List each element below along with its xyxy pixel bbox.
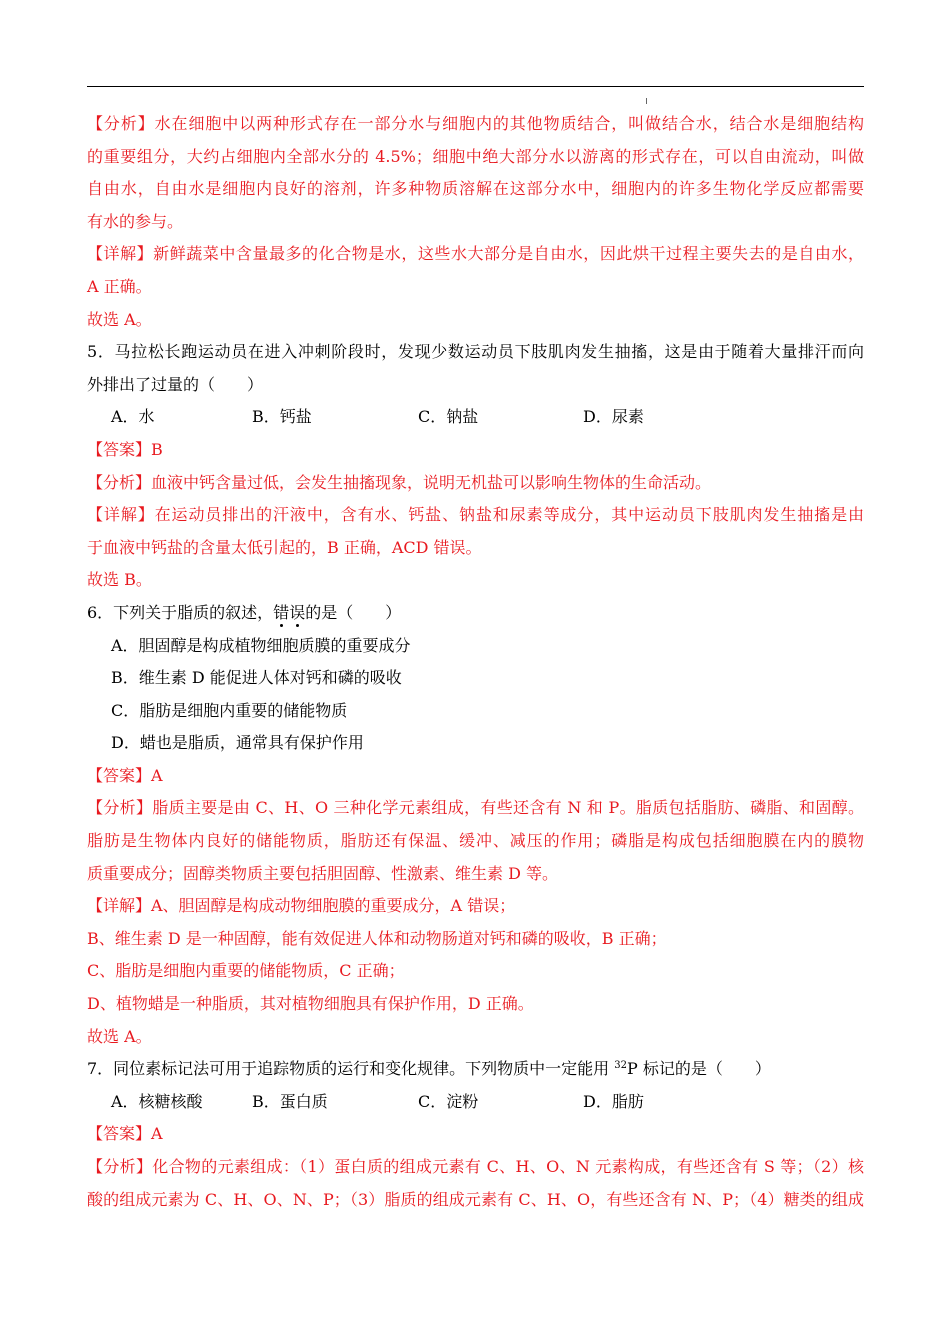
q5-option-a: A．水 — [111, 407, 155, 427]
q4-analysis-line-2: 的重要组分，大约占细胞内全部水分的 4.5%；细胞中绝大部分水以游离的形式存在，可以自由流动，叫做 — [87, 146, 864, 166]
q6-stem-post: 的是（ ） — [305, 602, 402, 622]
header-rule — [87, 86, 864, 87]
q5-stem-line-1: 5．马拉松长跑运动员在进入冲刺阶段时，发现少数运动员下肢肌肉发生抽搐，这是由于随着大量排汗而向 — [87, 342, 864, 362]
q4-analysis-line-3: 自由水，自由水是细胞内良好的溶剂，许多种物质溶解在这部分水中，细胞内的许多生物化学反应都需要 — [87, 179, 864, 199]
q5-options — [87, 401, 864, 434]
q7-option-b: B．蛋白质 — [252, 1091, 328, 1111]
q6-answer: 【答案】A — [87, 765, 163, 785]
q6-detail-line-2: B、维生素 D 是一种固醇，能有效促进人体和动物肠道对钙和磷的吸收，B 正确； — [87, 928, 667, 948]
q5-analysis: 【分析】血液中钙含量过低，会发生抽搐现象，说明无机盐可以影响生物体的生命活动。 — [87, 472, 712, 492]
q6-option-b: B．维生素 D 能促进人体对钙和磷的吸收 — [111, 668, 402, 688]
q7-option-c: C．淀粉 — [418, 1091, 479, 1111]
q6-option-a: A．胆固醇是构成植物细胞质膜的重要成分 — [111, 635, 411, 655]
q5-detail-line-2: 于血液中钙盐的含量太低引起的，B 正确，ACD 错误。 — [87, 537, 482, 557]
document-page — [87, 108, 864, 1216]
q7-analysis-line-1: 【分析】化合物的元素组成：（1）蛋白质的组成元素有 C、H、O、N 元素构成，有些还含有 S 等；（2）核 — [87, 1157, 864, 1176]
q6-analysis-line-2: 脂肪是生物体内良好的储能物质，脂肪还有保温、缓冲、减压的作用；磷脂是构成包括细胞膜在内的膜物 — [87, 831, 864, 851]
q6-analysis-line-1: 【分析】脂质主要是由 C、H、O 三种化学元素组成，有些还含有 N 和 P。脂质包括脂肪、磷脂、和固醇。 — [87, 798, 864, 818]
q6-stem-emphasis-1: 错 — [273, 597, 289, 630]
q7-stem-isotope-mass: 32 — [614, 1060, 628, 1072]
q5-option-d: D．尿素 — [583, 407, 644, 427]
q5-choose: 故选 B。 — [87, 570, 152, 590]
q6-choose: 故选 A。 — [87, 1026, 152, 1046]
q6-stem-emphasis-2: 误 — [289, 597, 305, 630]
q4-analysis-line-4: 有水的参与。 — [87, 211, 184, 231]
q4-detail-line-2: A 正确。 — [87, 276, 152, 296]
q6-detail-line-1: 【详解】A、胆固醇是构成动物细胞膜的重要成分，A 错误； — [87, 896, 516, 916]
q7-analysis-line-2: 酸的组成元素为 C、H、O、N、P；（3）脂质的组成元素有 C、H、O，有些还含有 N、P；（4）糖类的组成 — [87, 1189, 864, 1209]
q6-option-d: D．蜡也是脂质，通常具有保护作用 — [111, 733, 364, 753]
q5-detail-line-1: 【详解】在运动员排出的汗液中，含有水、钙盐、钠盐和尿素等成分，其中运动员下肢肌肉发生抽搐是由 — [87, 505, 864, 525]
q4-detail-line-1: 【详解】新鲜蔬菜中含量最多的化合物是水，这些水大部分是自由水，因此烘干过程主要失去的是自由水， — [87, 244, 864, 264]
q6-stem-pre: 6．下列关于脂质的叙述， — [87, 602, 274, 622]
q6-stem — [87, 597, 864, 630]
q6-detail-line-4: D、植物蜡是一种脂质，其对植物细胞具有保护作用，D 正确。 — [87, 994, 534, 1014]
header-tick-mark — [646, 98, 647, 104]
q4-analysis-line-1: 【分析】水在细胞中以两种形式存在一部分水与细胞内的其他物质结合，叫做结合水，结合水是细胞结构 — [87, 114, 864, 133]
q7-stem-pre: 7．同位素标记法可用于追踪物质的运行和变化规律。下列物质中一定能用 — [87, 1059, 615, 1079]
q5-option-c: C．钠盐 — [418, 407, 479, 427]
q6-option-c: C．脂肪是细胞内重要的储能物质 — [111, 700, 348, 720]
q7-options — [87, 1086, 864, 1119]
q4-choose: 故选 A。 — [87, 309, 152, 329]
q5-answer: 【答案】B — [87, 439, 163, 459]
q6-detail-line-3: C、脂肪是细胞内重要的储能物质，C 正确； — [87, 961, 405, 981]
q7-stem — [87, 1053, 864, 1086]
q7-option-d: D．脂肪 — [583, 1091, 644, 1111]
q6-analysis-line-3: 质重要成分；固醇类物质主要包括胆固醇、性激素、维生素 D 等。 — [87, 863, 559, 883]
q5-option-b: B．钙盐 — [252, 407, 312, 427]
q5-stem-line-2: 外排出了过量的（ ） — [87, 374, 264, 394]
q7-stem-post: P 标记的是（ ） — [627, 1059, 771, 1079]
q7-option-a: A．核糖核酸 — [111, 1091, 203, 1111]
q7-answer: 【答案】A — [87, 1124, 163, 1144]
